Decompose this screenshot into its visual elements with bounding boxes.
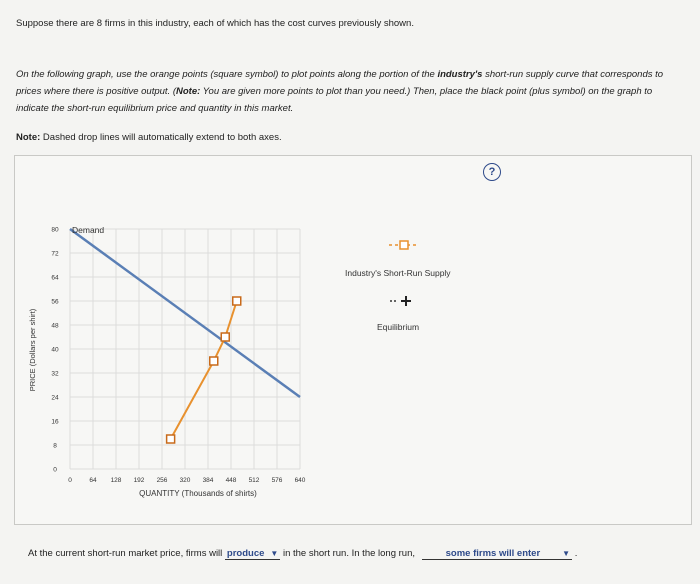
y-tick-label: 24 xyxy=(51,394,59,402)
x-tick-label: 576 xyxy=(271,477,283,484)
long-run-dropdown[interactable] xyxy=(422,548,572,560)
y-tick-label: 8 xyxy=(53,442,57,450)
x-tick-label: 128 xyxy=(110,477,122,484)
instr-part3: You are given more points to plot than you need.) Then, place the black point (plus symbol) on the graph to indicate the short-run equilibrium price and quantity in this market. xyxy=(16,86,653,114)
supply-demand-chart[interactable] xyxy=(15,156,345,524)
x-tick-label: 320 xyxy=(179,477,191,484)
y-tick-label: 48 xyxy=(51,322,59,330)
note-body: Dashed drop lines will automatically extend to both axes. xyxy=(40,132,282,143)
instructions xyxy=(16,66,684,117)
long-run-dropdown-value: some firms will enter xyxy=(445,548,541,559)
supply-point xyxy=(233,297,241,305)
x-tick-label: 512 xyxy=(248,477,260,484)
x-axis-label: QUANTITY (Thousands of shirts) xyxy=(139,489,257,498)
note-text xyxy=(16,132,282,143)
y-tick-label: 32 xyxy=(51,370,59,378)
x-tick-label: 64 xyxy=(89,477,97,484)
instr-part2: short-run supply curve that corresponds to prices where there is positive output. ( xyxy=(16,69,664,97)
supply-point xyxy=(167,435,175,443)
instr-part1: On the following graph, use the orange points (square symbol) to plot points along the portion of the xyxy=(16,69,438,80)
graph-panel xyxy=(14,155,692,525)
y-tick-label: 40 xyxy=(51,346,59,354)
y-axis-label: PRICE (Dollars per shirt) xyxy=(28,308,37,392)
y-tick-label: 0 xyxy=(53,466,57,474)
legend-supply-label: Industry's Short-Run Supply xyxy=(345,268,451,278)
bottom-suffix: . xyxy=(572,548,578,559)
legend-equilibrium-label: Equilibrium xyxy=(377,322,420,332)
y-tick-labels xyxy=(51,227,59,474)
supply-line xyxy=(171,301,237,439)
x-tick-label: 0 xyxy=(68,477,72,484)
note-label: Note: xyxy=(16,132,41,143)
bottom-middle: in the short run. In the long run, xyxy=(280,548,418,559)
x-tick-label: 448 xyxy=(225,477,237,484)
bottom-sentence xyxy=(28,548,577,560)
y-tick-label: 64 xyxy=(51,274,59,282)
chevron-down-icon: ▼ xyxy=(270,549,279,558)
x-tick-label: 256 xyxy=(156,477,168,484)
x-tick-label: 640 xyxy=(294,477,306,484)
supply-point xyxy=(221,333,229,341)
legend-equilibrium-icon[interactable] xyxy=(388,293,418,307)
legend-supply-icon[interactable] xyxy=(389,238,419,252)
y-tick-label: 16 xyxy=(51,418,59,426)
chart-grid xyxy=(70,229,300,469)
x-tick-label: 384 xyxy=(202,477,214,484)
x-tick-label: 192 xyxy=(133,477,145,484)
short-run-dropdown-value: produce xyxy=(226,548,265,559)
instr-note: Note: xyxy=(176,86,201,97)
supply-point xyxy=(210,357,218,365)
bottom-prefix: At the current short-run market price, firms will xyxy=(28,548,225,559)
short-run-dropdown[interactable] xyxy=(225,548,280,560)
y-tick-label: 80 xyxy=(51,226,59,234)
intro-text: Suppose there are 8 firms in this industry, each of which has the cost curves previously shown. xyxy=(16,18,414,29)
y-tick-label: 56 xyxy=(51,298,59,306)
demand-label: Demand xyxy=(72,225,105,235)
instr-industry: industry's xyxy=(437,69,483,80)
x-tick-labels xyxy=(68,477,306,484)
help-icon[interactable]: ? xyxy=(483,163,501,181)
chevron-down-icon: ▼ xyxy=(562,549,571,558)
y-tick-label: 72 xyxy=(51,250,59,258)
